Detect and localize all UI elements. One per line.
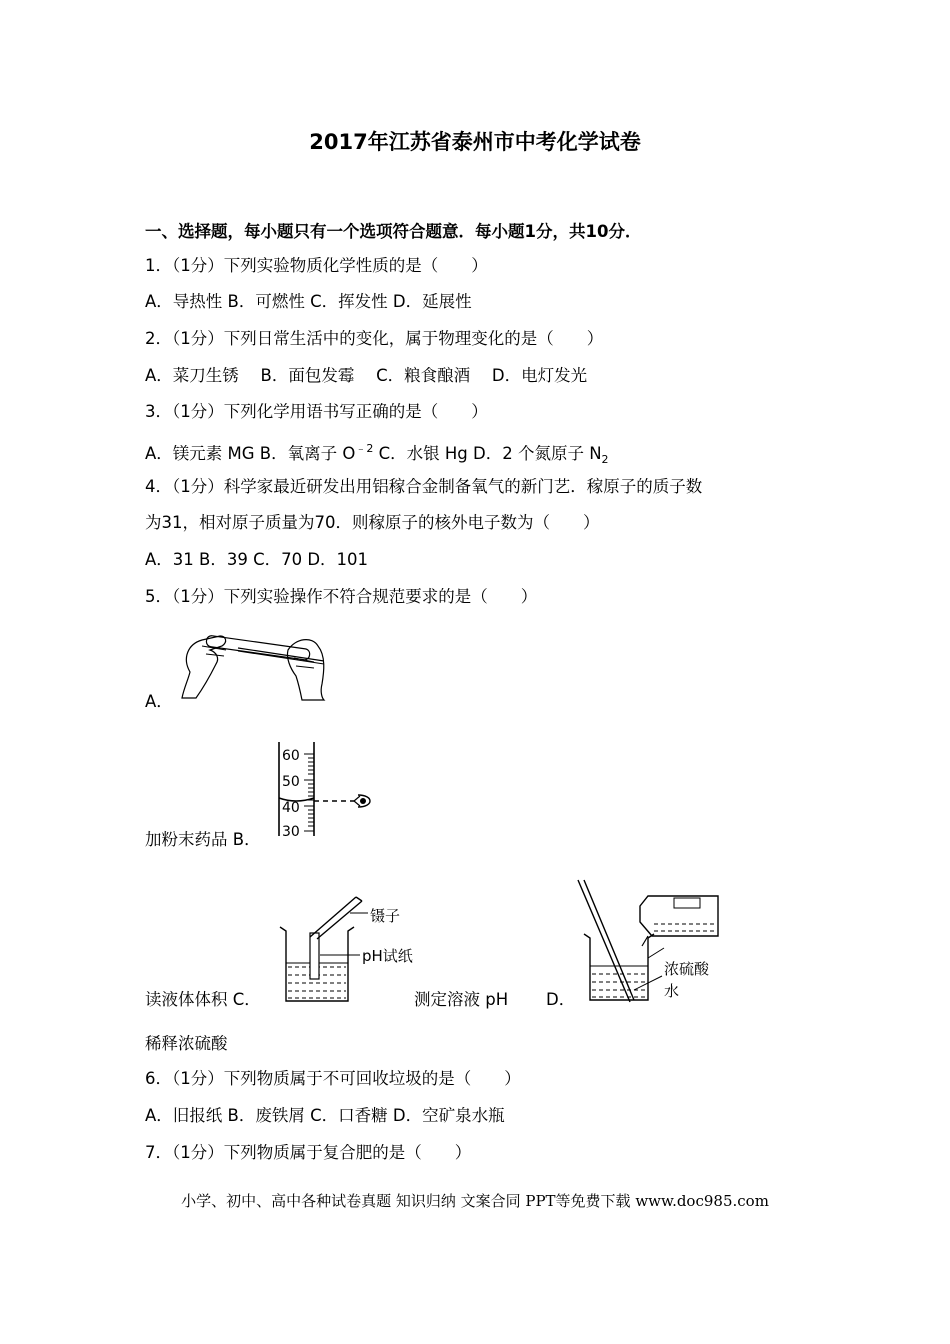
q4-stem-line2: 为31，相对原子质量为70．则稼原子的核外电子数为（ ） (145, 513, 600, 532)
q5-c-label: 读液体体积 C． (145, 990, 261, 1009)
q5-d-caption: 稀释浓硫酸 (145, 1034, 228, 1053)
section-heading: 一、选择题，每小题只有一个选项符合题意．每小题1分，共10分． (145, 222, 642, 241)
tick-label-40: 40 (282, 800, 300, 816)
tweezers-label: 镊子 (370, 907, 401, 925)
ph-test-figure (270, 895, 420, 1005)
q5-d-label: D． (546, 990, 576, 1009)
q7-stem: 7．（1分）下列物质属于复合肥的是（ ） (145, 1143, 472, 1162)
page-footer: 小学、初中、高中各种试卷真题 知识归纳 文案合同 PPT等免费下载 www.doc985.com (181, 1192, 769, 1210)
q1-options: A．导热性 B．可燃性 C．挥发性 D．延展性 (145, 292, 472, 311)
q5-stem: 5．（1分）下列实验操作不符合规范要求的是（ ） (145, 587, 538, 606)
q2-stem: 2．（1分）下列日常生活中的变化，属于物理变化的是（ ） (145, 329, 604, 348)
q4-options: A．31 B．39 C．70 D．101 (145, 550, 369, 569)
acid-dilution-figure (570, 876, 730, 1011)
water-label: 水 (664, 982, 680, 1000)
tick-label-60: 60 (282, 748, 300, 764)
q5-c-caption: 测定溶液 pH (414, 990, 509, 1009)
acid-label: 浓硫酸 (664, 960, 710, 978)
q6-stem: 6．（1分）下列物质属于不可回收垃圾的是（ ） (145, 1069, 521, 1088)
q6-options: A．旧报纸 B．废铁屑 C．口香糖 D．空矿泉水瓶 (145, 1106, 505, 1125)
test-tube-hands-figure (176, 628, 332, 702)
q1-stem: 1．（1分）下列实验物质化学性质的是（ ） (145, 256, 488, 275)
graduated-cylinder-figure (270, 740, 380, 840)
tick-label-30: 30 (282, 824, 300, 840)
q3-options: A．镁元素 MG B．氧离子 $O^{﹣2}$ C．水银 Hg D．2 个氮原子 $N_2$ (145, 442, 609, 466)
tick-label-50: 50 (282, 774, 300, 790)
page-title: 2017年江苏省泰州市中考化学试卷 (309, 130, 641, 154)
q4-stem-line1: 4．（1分）科学家最近研发出用铝稼合金制备氧气的新门艺．稼原子的质子数 (145, 477, 703, 496)
q2-options: A．菜刀生锈 B．面包发霉 C．粮食酿酒 D．电灯发光 (145, 366, 588, 385)
q5-a-label: A． (145, 692, 173, 711)
ph-paper-label: pH试纸 (362, 947, 413, 965)
q3-stem: 3．（1分）下列化学用语书写正确的是（ ） (145, 402, 488, 421)
q5-b-label: 加粉末药品 B． (145, 830, 261, 849)
